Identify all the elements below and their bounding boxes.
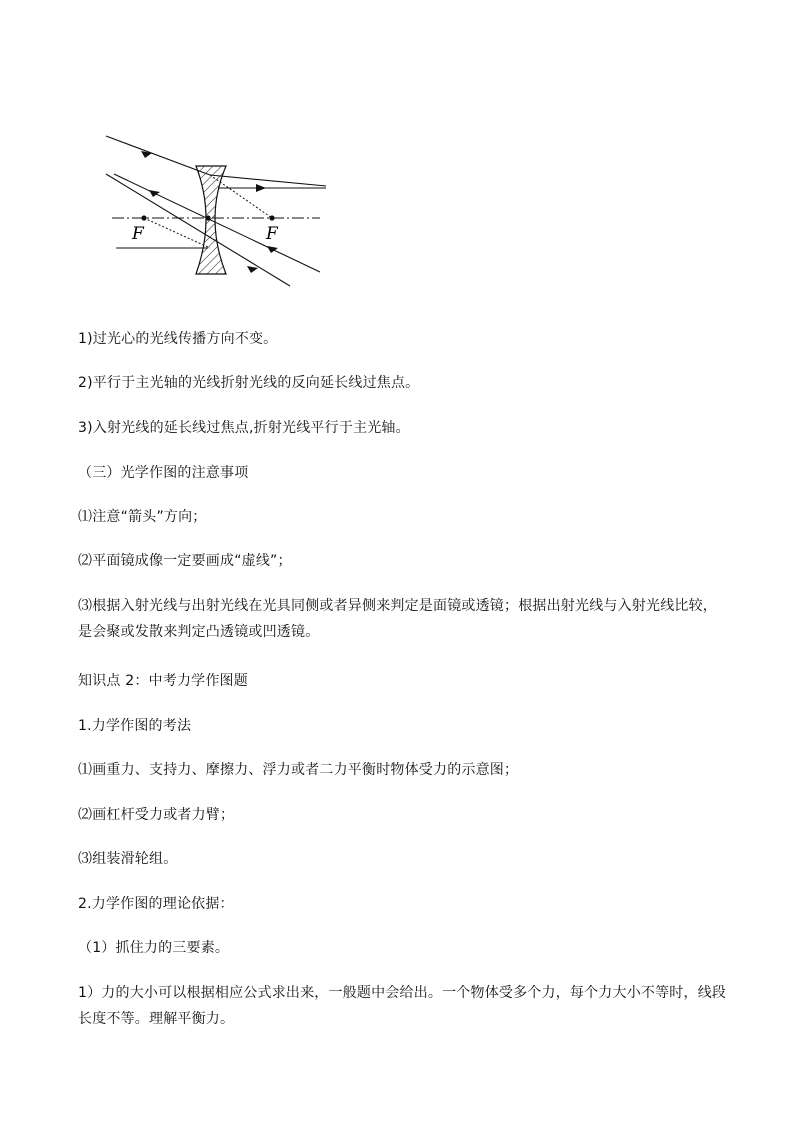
optical-center [205,215,210,220]
focus-label-right: F [266,224,278,244]
paragraph-note-3: ⑶根据入射光线与出射光线在光具同侧或者异侧来判定是面镜或透镜；根据出射光线与入射光线比较，是会聚或发散来判定凸透镜或凹透镜。 [78,598,717,640]
section-heading-optics-notes: （三）光学作图的注意事项 [78,465,249,481]
focus-point-left [141,215,146,220]
paragraph-note-1: ⑴注意“箭头”方向； [78,509,207,525]
paragraph-method-2: ⑵画杠杆受力或者力臂； [78,807,235,823]
ray-arrow-icon [267,246,278,253]
paragraph-rule-2: 2)平行于主光轴的光线折射光线的反向延长线过焦点。 [78,375,420,391]
subheading-theory-basis: 2.力学作图的理论依据： [78,896,234,912]
section-heading-knowledge-2: 知识点 2：中考力学作图题 [78,673,248,689]
paragraph-rule-3: 3)入射光线的延长线过焦点,折射光线平行于主光轴。 [78,420,410,436]
construction-line [144,218,210,248]
paragraph-force-magnitude: 1）力的大小可以根据相应公式求出来，一般题中会给出。一个物体受多个力，每个力大小不等时，线段长度不等。理解平衡力。 [78,985,727,1027]
focus-point-right [269,215,274,220]
subheading-mechanics-methods: 1.力学作图的考法 [78,718,192,734]
paragraph-three-elements: （1）抓住力的三要素。 [78,940,230,956]
ray-arrow-icon [149,190,160,197]
concave-lens-ray-diagram [100,126,340,298]
focus-label-left: F [132,224,144,244]
ray-parallel-incident [106,136,210,175]
paragraph-rule-1: 1)过光心的光线传播方向不变。 [78,331,278,347]
ray-arrow-icon [256,184,266,192]
paragraph-method-3: ⑶组装滑轮组。 [78,851,178,867]
paragraph-method-1: ⑴画重力、支持力、摩擦力、浮力或者二力平衡时物体受力的示意图； [78,762,519,778]
ray-arrow-icon [247,266,258,273]
paragraph-note-2: ⑵平面镜成像一定要画成“虚线”； [78,553,292,569]
ray-parallel-refracted [210,175,326,186]
